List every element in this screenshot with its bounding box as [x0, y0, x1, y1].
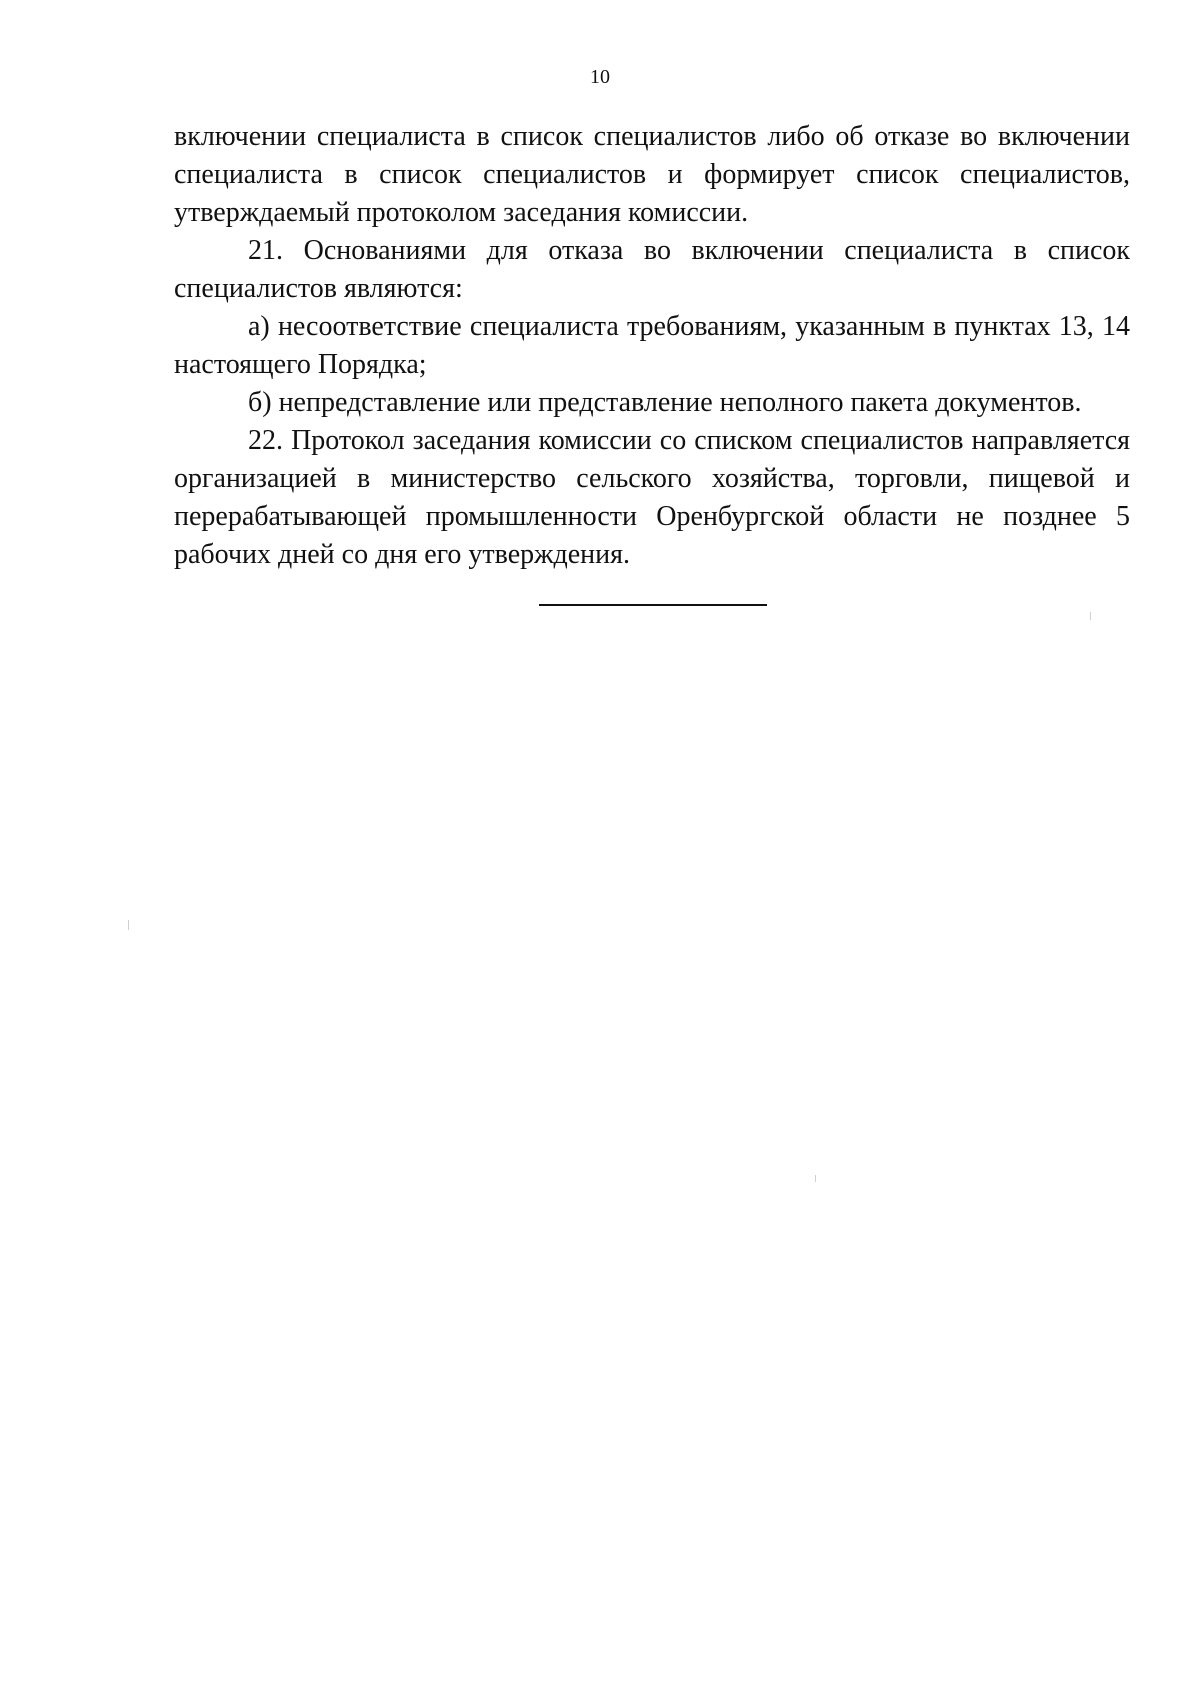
paragraph-item-21: 21. Основаниями для отказа во включении специалиста в список специалистов являются:	[174, 235, 1130, 304]
end-separator-line	[539, 604, 767, 606]
scan-speck	[815, 1175, 816, 1182]
page-number: 10	[590, 66, 610, 88]
paragraph-item-21-b: б) непредставление или представление неполного пакета документов.	[248, 387, 1082, 418]
paragraph-item-21-a: а) несоответствие специалиста требованиям, указанным в пунктах 13, 14 настоящего Порядка;	[174, 311, 1130, 380]
scan-speck	[1090, 612, 1091, 620]
paragraph-item-22: 22. Протокол заседания комиссии со списком специалистов направляется организацией в министерство сельского хозяйства, торговли, пищевой и перерабатывающей промышленности Оренбургской области не позднее 5 рабочих дней со дня его утверждения.	[174, 425, 1130, 570]
scan-speck	[128, 920, 129, 930]
paragraph-continuation: включении специалиста в список специалистов либо об отказе во включении специалиста в список специалистов и формирует список специалистов, утверждаемый протоколом заседания комиссии.	[174, 121, 1130, 228]
document-body	[174, 118, 1130, 574]
